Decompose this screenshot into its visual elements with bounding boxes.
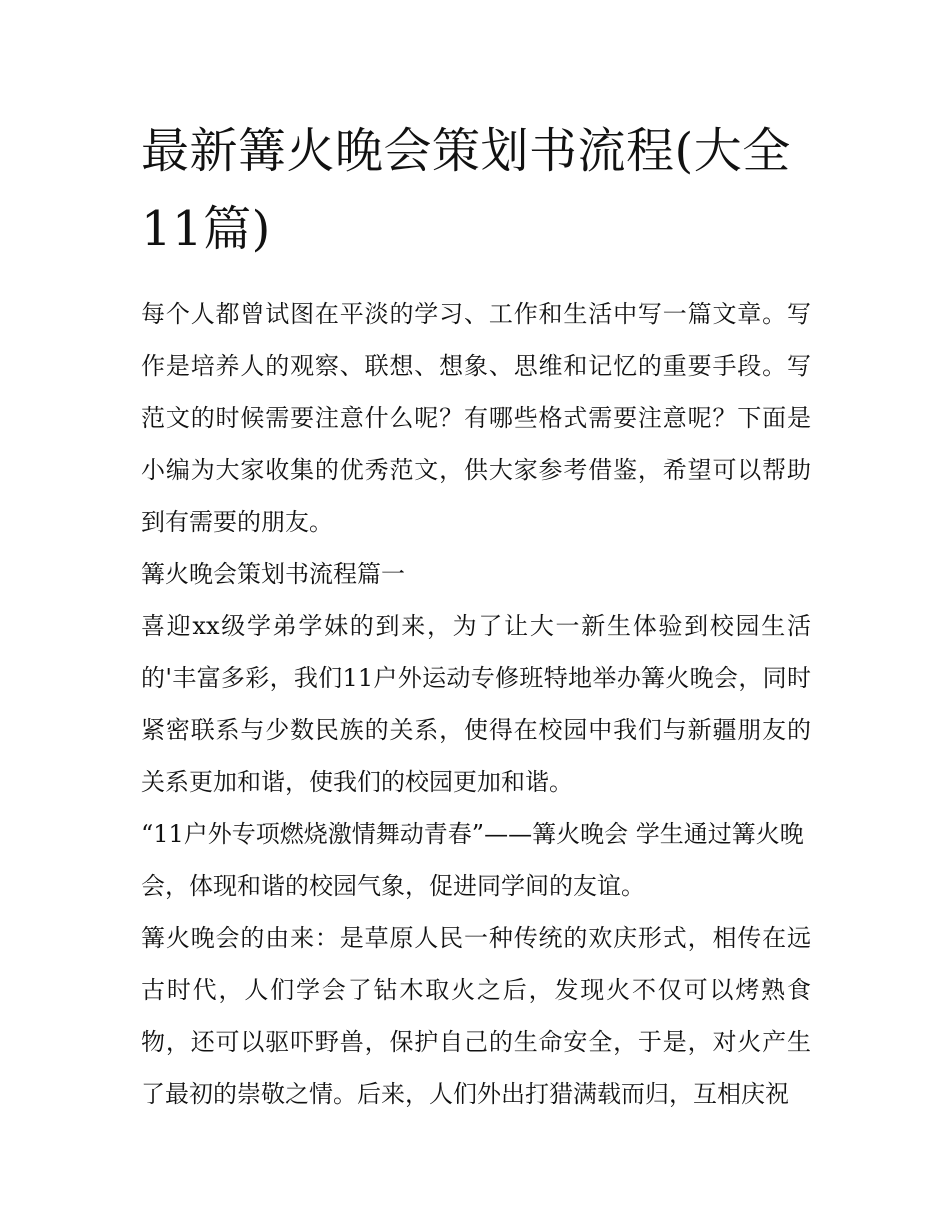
body-paragraph-theme: “11户外专项燃烧激情舞动青春”——篝火晚会 学生通过篝火晚会，体现和谐的校园气象，促进同学间的友谊。 <box>141 820 804 900</box>
intro-paragraph: 每个人都曾试图在平淡的学习、工作和生活中写一篇文章。写作是培养人的观察、联想、想象、思维和记忆的重要手段。写范文的时候需要注意什么呢？有哪些格式需要注意呢？下面是小编为大家收集的优秀范文，供大家参考借鉴，希望可以帮助到有需要的朋友。 <box>141 300 811 536</box>
section-heading: 篝火晚会策划书流程篇一 <box>141 560 405 588</box>
document-title: 最新篝火晚会策划书流程(大全11篇) <box>141 123 791 257</box>
body-paragraph-origin: 篝火晚会的由来：是草原人民一种传统的欢庆形式，相传在远古时代，人们学会了钻木取火之后，发现火不仅可以烤熟食物，还可以驱吓野兽，保护自己的生命安全，于是，对火产生了最初的崇敬之情。后来，人们外出打猎满载而归，互相庆祝 <box>141 924 811 1108</box>
document-page <box>141 112 811 1120</box>
document-body <box>141 288 811 1120</box>
body-paragraph-welcome: 喜迎xx级学弟学妹的到来，为了让大一新生体验到校园生活的'丰富多彩，我们11户外运动专修班特地举办篝火晚会，同时紧密联系与少数民族的关系，使得在校园中我们与新疆朋友的关系更加和谐，使我们的校园更加和谐。 <box>141 612 811 796</box>
